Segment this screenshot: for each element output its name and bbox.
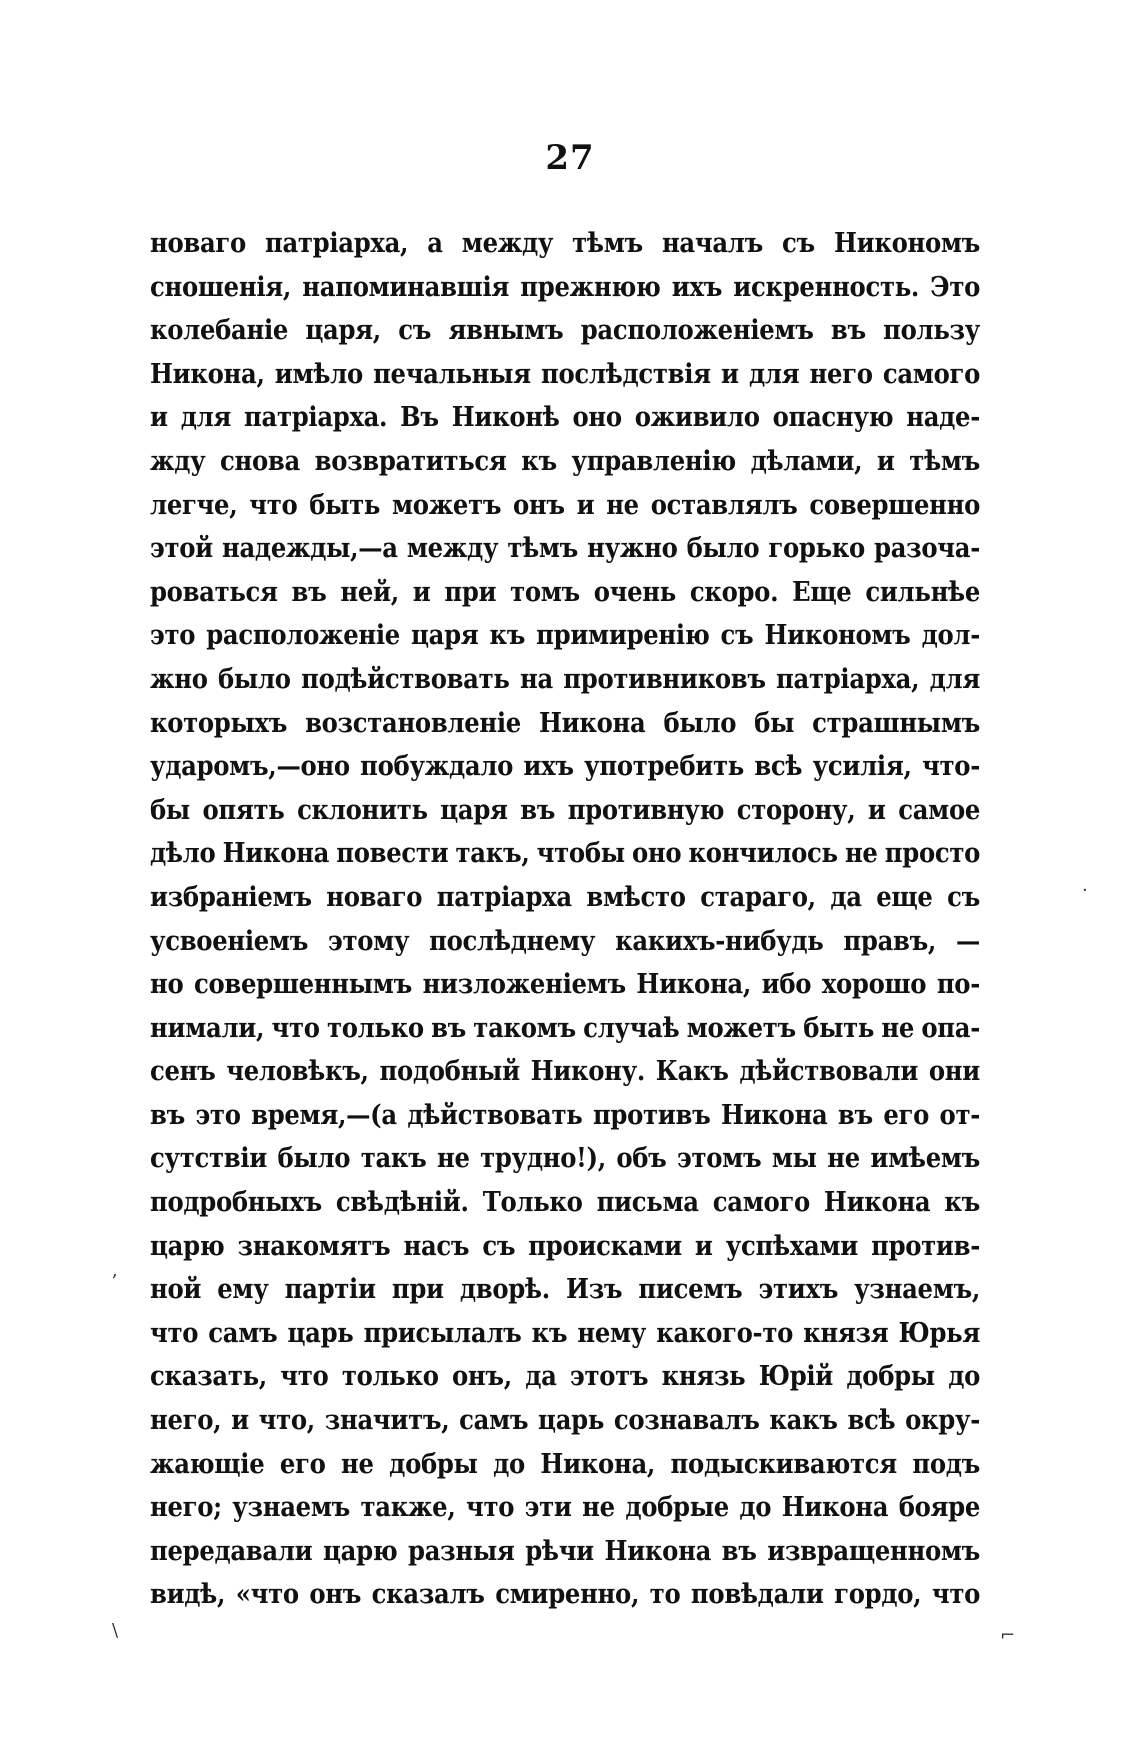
text-line: но совершеннымъ низложеніемъ Никона, ибо хорошо по-: [150, 969, 980, 1001]
text-line: это расположеніе царя къ примиренію съ Никономъ дол-: [150, 620, 980, 652]
speck-mark: ·: [1082, 880, 1088, 901]
speck-mark: ,: [112, 1260, 118, 1281]
speck-mark: ⌐: [1000, 1625, 1016, 1646]
text-line: него, и что, значитъ, самъ царь сознавалъ какъ всѣ окру-: [150, 1405, 980, 1437]
text-line: нимали, что только въ такомъ случаѣ можетъ быть не опа-: [150, 1012, 980, 1044]
text-line: подробныхъ свѣдѣній. Только письма самого Никона къ: [150, 1187, 980, 1219]
text-line: роваться въ ней, и при томъ очень скоро. Еще сильнѣе: [150, 576, 980, 608]
text-line: Никона, имѣло печальныя послѣдствія и для него самого: [150, 358, 980, 390]
text-line: которыхъ возстановленіе Никона было бы страшнымъ: [150, 707, 980, 739]
text-line: въ это время,—(а дѣйствовать противъ Никона въ его от-: [150, 1099, 980, 1131]
text-line: передавали царю разныя рѣчи Никона въ извращенномъ: [150, 1535, 980, 1567]
text-line: него; узнаемъ также, что эти не добрые до Никона бояре: [150, 1492, 980, 1524]
text-line: сенъ человѣкъ, подобный Никону. Какъ дѣйствовали они: [150, 1056, 980, 1088]
text-line: царю знакомятъ насъ съ происками и успѣхами против-: [150, 1230, 980, 1262]
text-line: ной ему партіи при дворѣ. Изъ писемъ этихъ узнаемъ,: [150, 1274, 980, 1306]
body-text: [150, 222, 980, 1617]
text-line: этой надежды,—а между тѣмъ нужно было горько разоча-: [150, 533, 980, 565]
text-line: бы опять склонить царя въ противную сторону, и самое: [150, 794, 980, 826]
page-number: 27: [545, 138, 595, 178]
text-line: жающіе его не добры до Никона, подыскиваются подъ: [150, 1448, 980, 1480]
text-line: легче, что быть можетъ онъ и не оставлялъ совершенно: [150, 489, 980, 521]
text-line: сказать, что только онъ, да этотъ князь Юрій добры до: [150, 1361, 980, 1393]
text-line: видѣ, «что онъ сказалъ смиренно, то повѣдали гордо, что: [150, 1579, 980, 1611]
text-line: жно было подѣйствовать на противниковъ патріарха, для: [150, 663, 980, 695]
text-line: избраніемъ новаго патріарха вмѣсто стараго, да еще съ: [150, 881, 980, 913]
text-line: усвоеніемъ этому послѣднему какихъ-нибудь правъ, —: [150, 925, 980, 957]
speck-mark: \: [112, 1620, 119, 1641]
text-line: и для патріарха. Въ Никонѣ оно оживило опасную наде-: [150, 402, 980, 434]
text-line: ударомъ,—оно побуждало ихъ употребить всѣ усилія, что-: [150, 751, 980, 783]
text-line: сутствіи было такъ не трудно!), объ этомъ мы не имѣемъ: [150, 1143, 980, 1175]
text-line: жду снова возвратиться къ управленію дѣлами, и тѣмъ: [150, 445, 980, 477]
text-line: что самъ царь присылалъ къ нему какого-то князя Юрья: [150, 1317, 980, 1349]
text-line: дѣло Никона повести такъ, чтобы оно кончилось не просто: [150, 838, 980, 870]
text-line: новаго патріарха, а между тѣмъ началъ съ Никономъ: [150, 228, 980, 259]
text-line: сношенія, напоминавшія прежнюю ихъ искренность. Это: [150, 271, 980, 303]
text-line: колебаніе царя, съ явнымъ расположеніемъ въ пользу: [150, 315, 980, 347]
